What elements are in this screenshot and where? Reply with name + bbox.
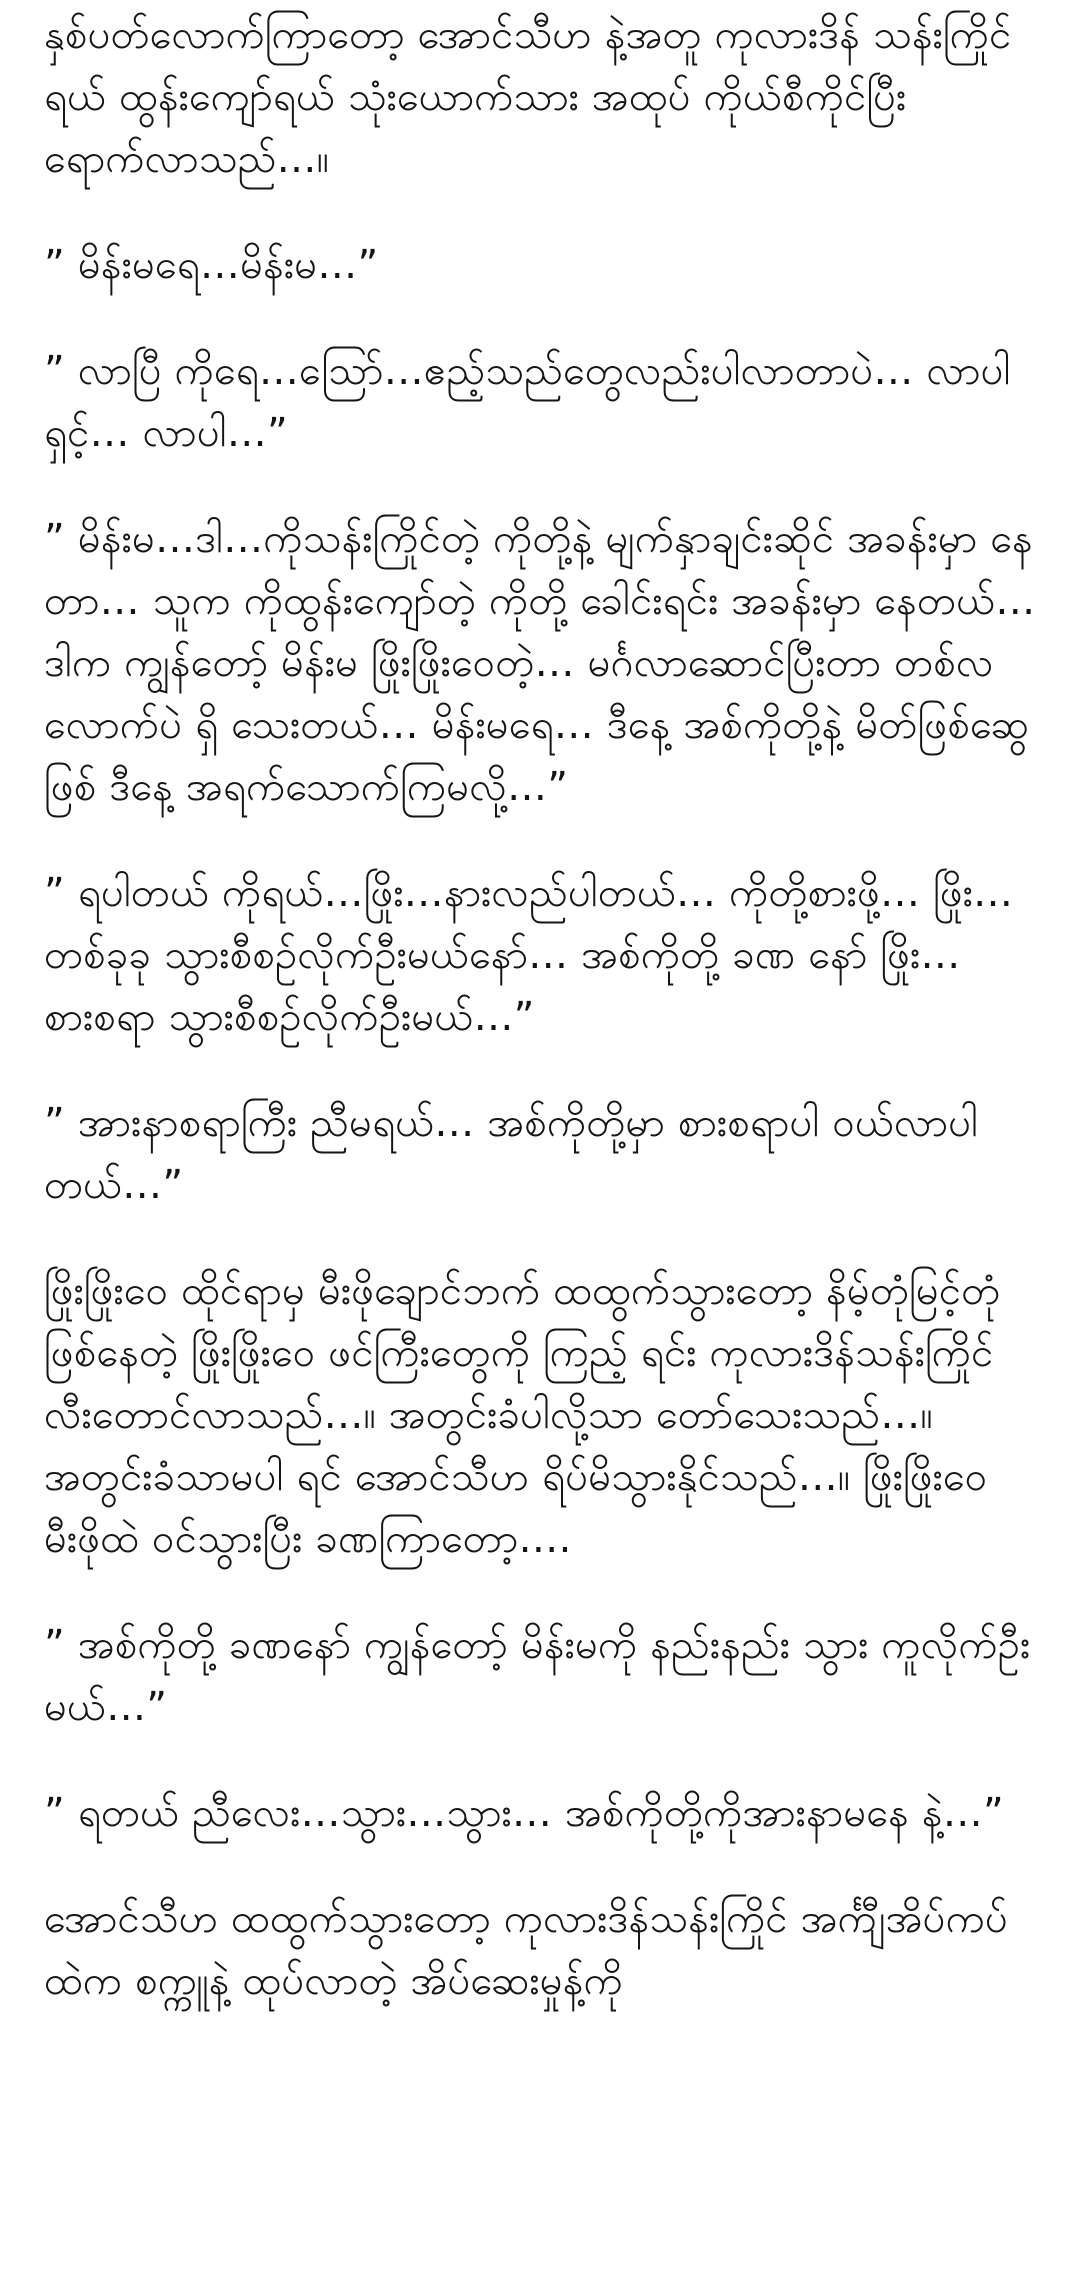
story-paragraph: နှစ်ပတ်လောက်ကြာတော့ အောင်သီဟ နဲ့အတူ ကုလားဒိန် သန်းကြိုင်ရယ် ထွန်းကျော်ရယ် သုံးယောက်သား အထုပ် ကိုယ်စီကိုင်ပြီး ရောက်လာသည်…။	[44, 12, 1012, 182]
story-paragraph: ” မိန်းမရေ…မိန်းမ…”	[44, 242, 379, 288]
story-paragraph: ” အစ်ကိုတို့ ခဏနော် ကျွန်တော့် မိန်းမကို နည်းနည်း သွား ကူလိုက်ဦးမယ်…”	[44, 1622, 1031, 1730]
story-paragraph: ” လာပြီ ကိုရေ…ဩော်…ဧည့်သည်တွေလည်းပါလာတာပဲ… လာပါရှင့်… လာပါ…”	[44, 348, 1011, 456]
story-paragraph: ” ရတယ် ညီလေး…သွား…သွား… အစ်ကိုတို့ကိုအားနာမနေ နဲ့…”	[44, 1790, 1004, 1836]
story-paragraph: ” အားနာစရာကြီး ညီမရယ်… အစ်ကိုတို့မှာ စားစရာပါ ဝယ်လာပါတယ်…”	[44, 1100, 979, 1208]
story-paragraph: ” ရပါတယ် ကိုရယ်…ဖြိုး…နားလည်ပါတယ်… ကိုတို့စားဖို့… ဖြိုး…တစ်ခုခု သွားစီစဉ်လိုက်ဦးမယ်နော်… အစ်ကိုတို့ ခဏ နော် ဖြိုး… စားစရာ သွားစီစဉ်လိုက်ဦးမယ်…”	[44, 870, 1014, 1040]
story-paragraph: အောင်သီဟ ထထွက်သွားတော့ ကုလားဒိန်သန်းကြိုင် အင်္ကျီအိပ်ကပ်ထဲက စက္ကူနဲ့ ထုပ်လာတဲ့ အိပ်ဆေးမှုန့်ကို	[44, 1896, 1009, 2004]
story-paragraph: ဖြိုးဖြိုးဝေ ထိုင်ရာမှ မီးဖိုချောင်ဘက် ထထွက်သွားတော့ နိမ့်တုံမြင့်တုံ ဖြစ်နေတဲ့ ဖြိုးဖြိုးဝေ ဖင်ကြီးတွေကို ကြည့် ရင်း ကုလားဒိန်သန်းကြိုင် လီးတောင်လာသည်…။ အတွင်းခံပါလို့သာ တော်သေးသည်…။ အတွင်းခံသာမပါ ရင် အောင်သီဟ ရိပ်မိသွားနိုင်သည်…။ ဖြိုးဖြိုးဝေ မီးဖိုထဲ ဝင်သွားပြီး ခဏကြာတော့….	[44, 1268, 1014, 1562]
story-paragraph: ” မိန်းမ…ဒါ…ကိုသန်းကြိုင်တဲ့ ကိုတို့နဲ့ မျက်နှာချင်းဆိုင် အခန်းမှာ နေတာ… သူက ကိုထွန်းကျော်တဲ့ ကိုတို့ ခေါင်းရင်း အခန်းမှာ နေတယ်… ဒါက ကျွန်တော့် မိန်းမ ဖြိုးဖြိုးဝေတဲ့… မင်္ဂလာဆောင်ပြီးတာ တစ်လလောက်ပဲ ရှိ သေးတယ်… မိန်းမရေ… ဒီနေ့ အစ်ကိုတို့နဲ့ မိတ်ဖြစ်ဆွေ ဖြစ် ဒီနေ့ အရက်သောက်ကြမလို့…”	[44, 516, 1049, 810]
